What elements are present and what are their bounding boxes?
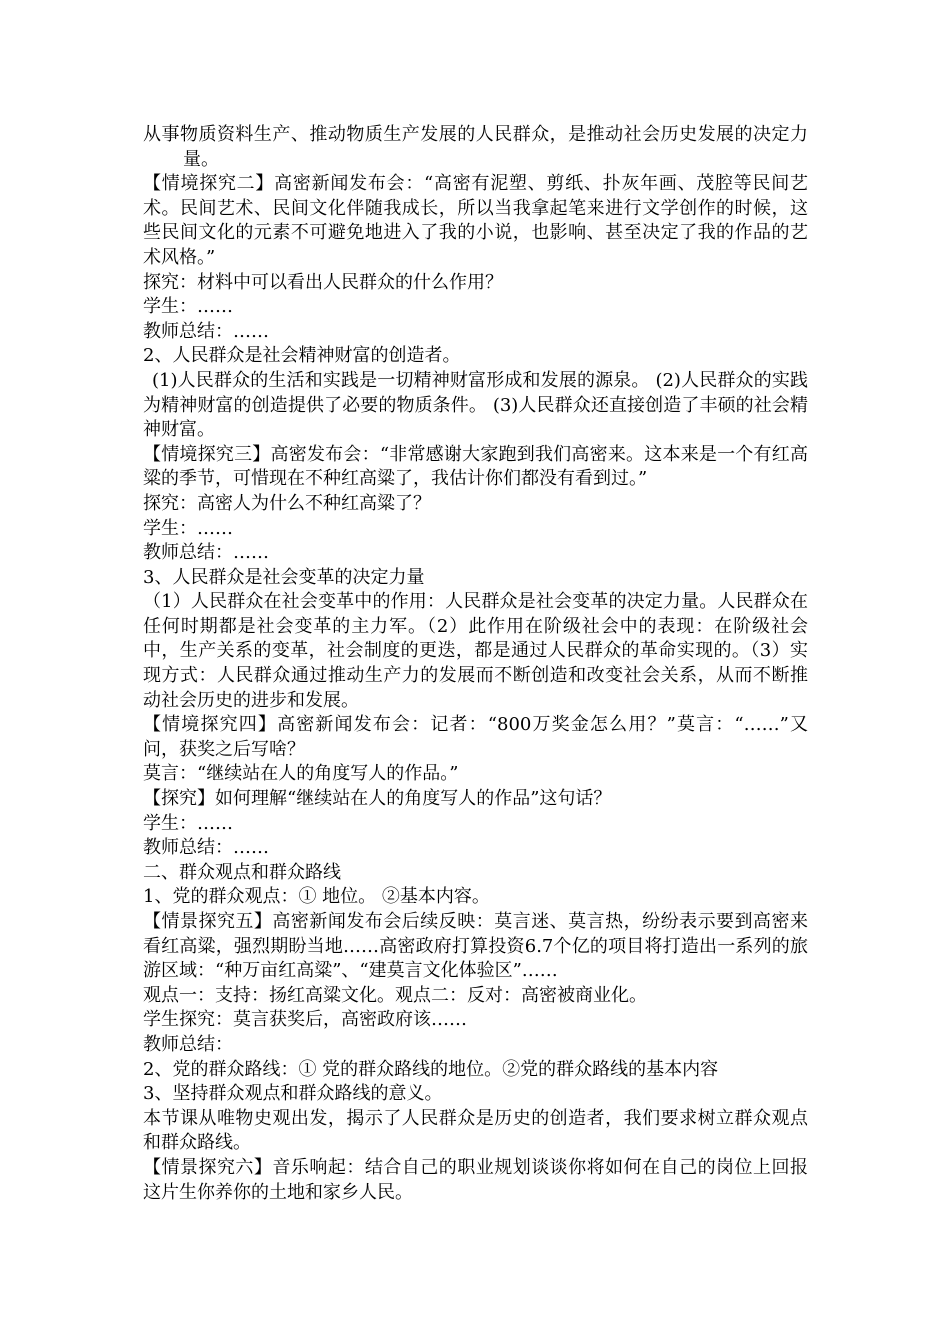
section-heading: 2、党的群众路线：① 党的群众路线的地位。②党的群众路线的基本内容 <box>143 1058 719 1080</box>
paragraph: 【情境探究四】高密新闻发布会：记者：“800万奖金怎么用？”莫言：“……”又问，获奖之后写啥？ <box>143 714 808 760</box>
document-body <box>143 123 808 1205</box>
paragraph: 学生：…… <box>143 517 233 539</box>
paragraph: （1）人民群众在社会变革中的作用：人民群众是社会变革的决定力量。人民群众在任何时期都是社会变革的主力军。（2）此作用在阶级社会中的表现：在阶级社会中，生产关系的变革，社会制度的更迭，都是通过人民群众的革命实现的。（3）实现方式：人民群众通过推动生产力的发展而不断创造和改变社会关系，从而不断推动社会历史的进步和发展。 <box>143 591 808 711</box>
paragraph: 教师总结：…… <box>143 542 269 564</box>
section-heading: 3、坚持群众观点和群众路线的意义。 <box>143 1083 443 1105</box>
paragraph: 本节课从唯物史观出发，揭示了人民群众是历史的创造者，我们要求树立群众观点和群众路线。 <box>143 1107 808 1154</box>
paragraph: 【情景探究六】音乐响起：结合自己的职业规划谈谈你将如何在自己的岗位上回报这片生你养你的土地和家乡人民。 <box>143 1156 808 1203</box>
paragraph: 学生：…… <box>143 812 233 834</box>
paragraph: 学生：…… <box>143 296 233 318</box>
paragraph: 教师总结：…… <box>143 320 269 342</box>
paragraph: 教师总结： <box>143 1033 233 1055</box>
paragraph: 从事物质资料生产、推动物质生产发展的人民群众，是推动社会历史发展的决定力量。 <box>143 124 808 170</box>
paragraph: 【情景探究五】高密新闻发布会后续反映：莫言迷、莫言热，纷纷表示要到高密来看红高粱，强烈期盼当地……高密政府打算投资6.7个亿的项目将打造出一系列的旅游区域：“种万亩红高粱”、“建莫言文化体验区”…… <box>143 911 808 982</box>
paragraph: 【探究】如何理解“继续站在人的角度写人的作品”这句话？ <box>143 788 612 810</box>
section-heading: 1、党的群众观点：① 地位。 ②基本内容。 <box>143 886 490 908</box>
section-heading: 2、人民群众是社会精神财富的创造者。 <box>143 345 461 367</box>
section-heading: 二、群众观点和群众路线 <box>143 861 341 883</box>
paragraph: 观点一：支持：扬红高粱文化。观点二：反对：高密被商业化。 <box>143 984 647 1006</box>
paragraph: 【情境探究二】高密新闻发布会：“高密有泥塑、剪纸、扑灰年画、茂腔等民间艺术。民间艺术、民间文化伴随我成长，所以当我拿起笔来进行文学创作的时候，这些民间文化的元素不可避免地进入了我的小说，也影响、甚至决定了我的作品的艺术风格。” <box>143 173 808 268</box>
paragraph: 【情境探究三】高密发布会：“非常感谢大家跑到我们高密来。这本来是一个有红高粱的季节，可惜现在不种红高粱了，我估计你们都没有看到过。” <box>143 443 808 490</box>
section-heading: 3、人民群众是社会变革的决定力量 <box>143 566 425 588</box>
paragraph: 莫言：“继续站在人的角度写人的作品。” <box>143 763 459 785</box>
paragraph: 教师总结：…… <box>143 837 269 859</box>
paragraph: (1)人民群众的生活和实践是一切精神财富形成和发展的源泉。 (2)人民群众的实践为精神财富的创造提供了必要的物质条件。 (3)人民群众还直接创造了丰硕的社会精神财富。 <box>143 369 808 441</box>
paragraph: 学生探究：莫言获奖后，高密政府该…… <box>143 1009 467 1031</box>
paragraph: 探究：材料中可以看出人民群众的什么作用？ <box>143 271 503 293</box>
paragraph: 探究：高密人为什么不种红高粱了？ <box>143 492 431 514</box>
